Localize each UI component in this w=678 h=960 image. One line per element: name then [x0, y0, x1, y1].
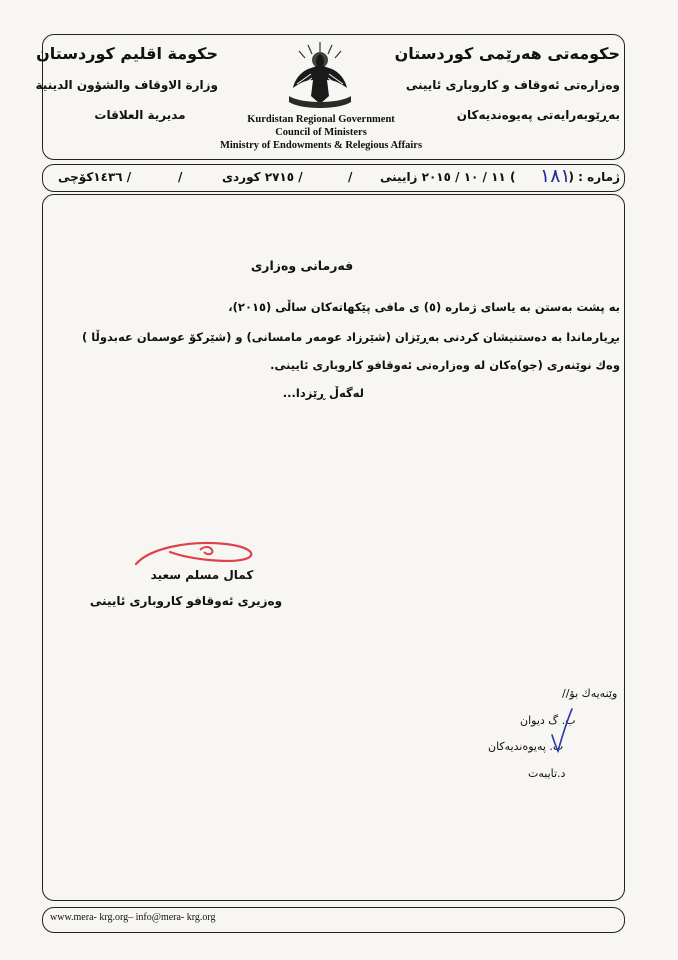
- header-english-line3: Ministry of Endowments & Relegious Affairs: [219, 140, 423, 151]
- copies-heading: وێنەیەك بۆ//: [562, 687, 618, 700]
- footer-contact: www.mera- krg.org– info@mera- krg.org: [50, 912, 216, 923]
- header-kurdish-line1: حکومەتی هەرێمی کوردستان: [394, 44, 620, 63]
- header-arabic-line3: مديرية العلاقات: [94, 108, 186, 122]
- header-english-line2: Council of Ministers: [275, 127, 367, 138]
- copies-item-2: ب. پەیوەندیەکان: [488, 740, 564, 753]
- signatory-position: وەزیری ئەوقافو کاروباری ئایینی: [89, 594, 283, 608]
- reference-number-label: ژمارە : (: [568, 170, 620, 184]
- signatory-name: کمال مسلم سعيد: [150, 568, 254, 582]
- reference-separator-2: /: [178, 170, 183, 184]
- copies-item-1: ب. گ دیوان: [520, 714, 576, 727]
- letter-title: فەرمانی وەزاری: [250, 258, 354, 273]
- header-arabic-line1: حكومة اقليم كوردستان: [36, 44, 218, 63]
- reference-separator: /: [348, 170, 353, 184]
- header-english-line1: Kurdistan Regional Government: [247, 114, 395, 125]
- header-arabic-line2: وزارة الاوقاف والشؤون الدينية: [35, 78, 218, 92]
- header-kurdish-line2: وەزارەتی ئەوقاف و کاروباری ئایینی: [405, 78, 620, 92]
- header-kurdish-line3: بەڕێوبەرایەتی پەیوەندیەکان: [456, 108, 620, 122]
- reference-date-hijri: / ١٤٣٦کۆچی: [58, 170, 132, 184]
- checkmark-icon: [548, 705, 576, 753]
- reference-date-kurdish: / ٢٧١٥ کوردی: [222, 170, 303, 184]
- letter-closing: لەگەڵ ڕێزدا...: [282, 386, 364, 400]
- reference-date-gregorian: ) ١١ / ١٠ / ٢٠١٥ زایینی: [380, 170, 516, 184]
- reference-number-value: ١٨١: [540, 165, 571, 187]
- letter-paragraph-2: بڕیارماندا بە دەستنیشان کردنی بەڕێزان (شێرزاد عومەر مامسانی) و (شێرکۆ عوسمان عەبدوڵا ): [81, 330, 620, 344]
- copies-item-3: د.تایبەت: [528, 767, 566, 780]
- letter-paragraph-1: بە پشت بەستن بە یاسای ژمارە (٥) ی مافی پێکهاتەکان ساڵی (٢٠١٥)،: [228, 300, 620, 314]
- kurdistan-emblem-icon: [281, 38, 359, 116]
- letter-paragraph-3: وەك نوێنەری (جو)ەکان لە وەزارەتی ئەوقافو کاروباری ئایینی.: [270, 358, 620, 372]
- reference-date-handwriting: [455, 164, 515, 186]
